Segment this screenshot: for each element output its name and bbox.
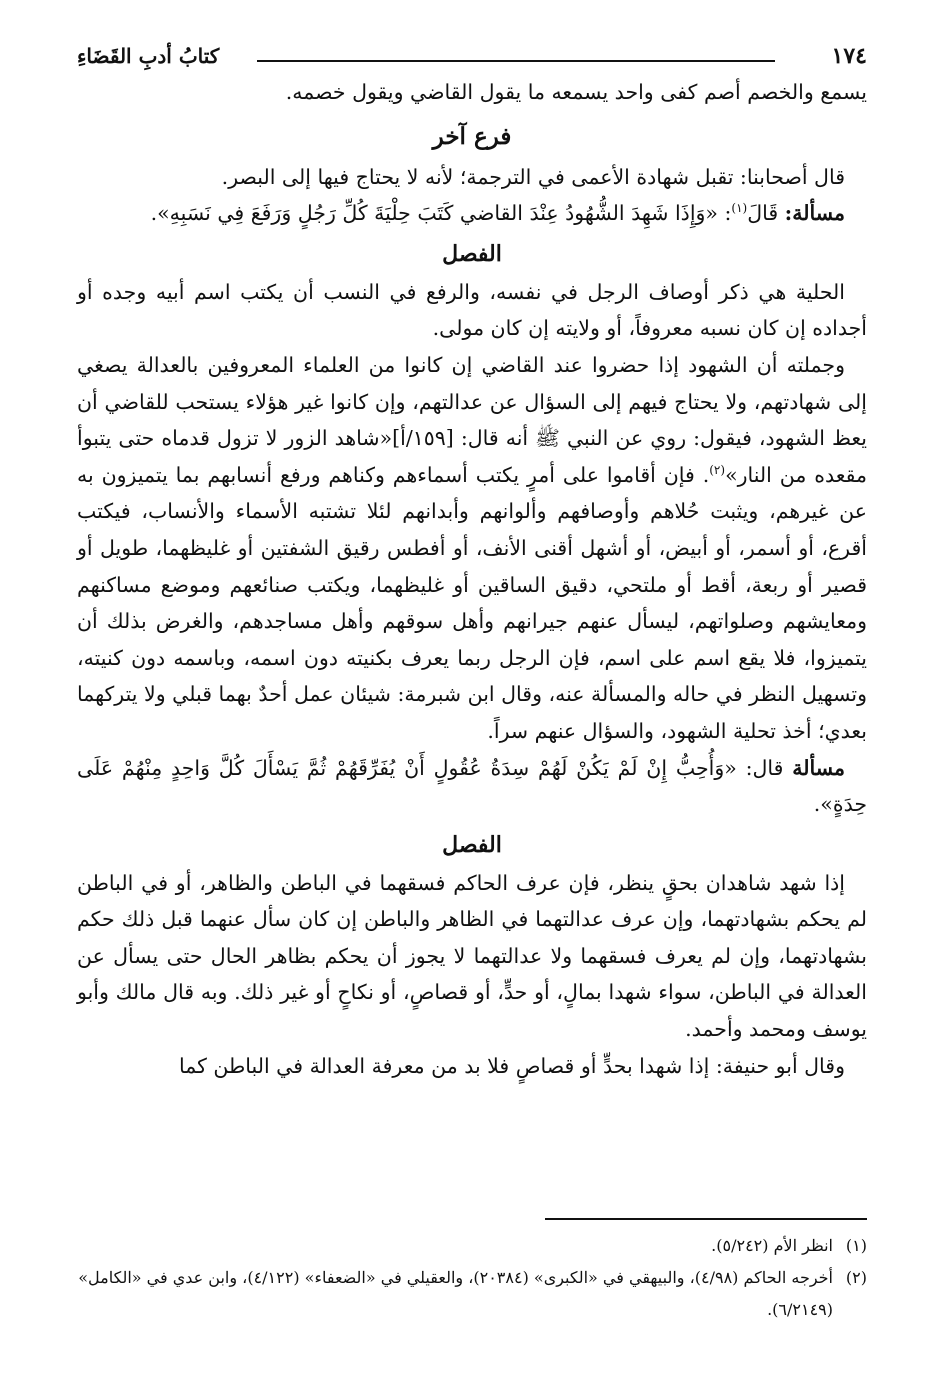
- section-heading-fasl-1: الفصل: [442, 240, 502, 267]
- section-heading-far-akhar: فرع آخر: [432, 122, 512, 150]
- footnote-number: (٢): [845, 1268, 867, 1287]
- footnote-ref-2[interactable]: (٢): [709, 462, 726, 477]
- footnote-ref-1[interactable]: (١): [731, 201, 748, 216]
- header-rule: [257, 60, 775, 62]
- footnote-text: انظر الأم (٥/٢٤٢).: [711, 1236, 833, 1255]
- masala-1: [77, 195, 867, 232]
- paragraph-5: إذا شهد شاهدان بحقٍ ينظر، فإن عرف الحاكم فسقهما في الباطن والظاهر، أو في الباطن لم يحكم بشهادتهما، وإن عرف عدالتهما في الظاهر والباطن إن كان سأل عنهما قبل ذلك حكم بشهادتهما، وإن لم يعرف فسقهما ولا عدالتهما لا يجوز أن يحكم بظاهر الحال حتى يسأل عن العدالة في الباطن، سواء شهدا بمالٍ، أو حدٍّ، أو قصاصٍ، أو نكاحٍ أو غير ذلك. وبه قال مالك وأبو يوسف ومحمد وأحمد.: [77, 870, 867, 1042]
- footnote-text: أخرجه الحاكم (٤/٩٨)، والبيهقي في «الكبرى» (٢٠٣٨٤)، والعقيلي في «الضعفاء» (٤/١٢٢)، وابن عدي في «الكامل» (٦/٢١٤٩).: [78, 1268, 833, 1319]
- book-title: كتابُ أدبِ القَضَاءِ: [77, 44, 220, 68]
- footnote-2: [77, 1262, 867, 1326]
- footnote-number: (١): [845, 1236, 867, 1255]
- paragraph-4-part-a: وجملته أن الشهود إذا حضروا عند القاضي إن كانوا من العلماء المعروفين بالعدالة يصغي إلى شهادتهم، ولا يحتاج فيهم إلى السؤال عن عدالتهم، وإن كانوا غير هؤلاء يستحب للقاضي أن يعظ الشهود، فيقول: روي عن النبي ﷺ أنه قال: [١٥٩/أ]«شاهد الزور لا تزول قدماه حتى يتبوأ مقعده من النار»: [77, 352, 868, 487]
- masala-1-intro: قَالَ: [747, 201, 785, 226]
- paragraph-1: يسمع والخصم أصم كفى واحد يسمعه ما يقول القاضي ويقول خصمه.: [285, 80, 867, 104]
- masala-label: مسألة:: [784, 201, 845, 226]
- main-text: [77, 74, 867, 1084]
- document-page: [77, 30, 868, 1319]
- running-header: [77, 30, 867, 74]
- paragraph-3: الحلية هي ذكر أوصاف الرجل في نفسه، والرفع في النسب أن يكتب اسم أبيه وجده أو أجداده إن كان نسبه معروفاً، أو ولايته إن كان مولى.: [77, 279, 867, 341]
- masala-label: مسألة: [792, 755, 845, 780]
- footnote-separator: [545, 1218, 867, 1220]
- page-number: ١٧٤: [831, 43, 867, 69]
- masala-2-text: قال: «وَأُحِبُّ إِنْ لَمْ يَكُنْ لَهُمْ سِدَةُ عُقُولٍ أَنْ يُفَرِّقَهُمْ ثُمَّ يَسْأَلَ كُلَّ وَاحِدٍ مِنْهُمْ عَلَى حِدَةٍ».: [77, 755, 867, 817]
- masala-1-text: : «وَإِذَا شَهِدَ الشُّهُودُ عِنْدَ القاضي كَتَبَ حِلْيَةَ كُلِّ رَجُلٍ وَرَفَعَ فِي نَسَبِهِ».: [150, 201, 732, 226]
- paragraph-4-part-b: . فإن أقاموا على أمرٍ يكتب أسماءهم وكناهم ورفع أنسابهم بما يتميزون به عن غيرهم، ويثبت حُلاهم وأوصافهم وألوانهم وأبدانهم لئلا تشتبه الأسماء والأنساب، فيكتب أقرع، أو أسمر، أو أبيض، أو أشهل أقنى الأنف، أو أفطس رقيق الشفتين أو غليظهما، طويل أو قصير أو ربعة، أقط أو ملتحي، دقيق الساقين أو غليظهما، ويكتب صنائعهم وموضع مساكنهم ومعايشهم وصلواتهم، ليسأل عنهم جيرانهم وأهل سوقهم وأهل مساجدهم، والغرض بذلك أن يتميزوا، فلا يقع اسم على اسم، فإن الرجل ربما يعرف بكنيته دون اسمه، وباسمه دون كنيته، وتسهيل النظر في حاله والمسألة عنه، وقال ابن شبرمة: شيئان عمل أحدٌ بهما قبلي ولا يتركهما بعدي؛ أخذ تحلية الشهود، والسؤال عنهم سراً.: [77, 462, 868, 743]
- section-heading-fasl-2: الفصل: [442, 831, 502, 858]
- masala-2: [77, 750, 867, 823]
- paragraph-4: [77, 347, 867, 750]
- footnote-1: [77, 1230, 867, 1262]
- footnotes: [77, 1230, 867, 1326]
- paragraph-2: قال أصحابنا: تقبل شهادة الأعمى في الترجمة؛ لأنه لا يحتاج فيها إلى البصر.: [221, 164, 845, 189]
- paragraph-6: وقال أبو حنيفة: إذا شهدا بحدٍّ أو قصاصٍ فلا بد من معرفة العدالة في الباطن كما: [178, 1053, 845, 1078]
